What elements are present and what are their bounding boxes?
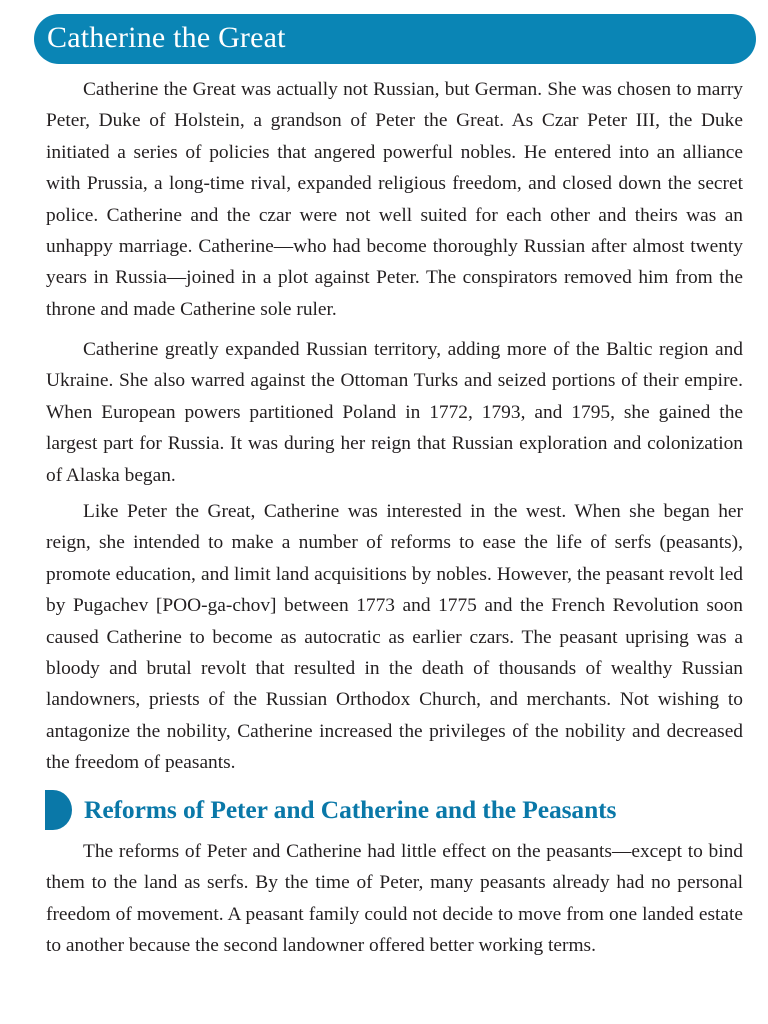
section-body (46, 836, 743, 962)
article-body-part-3 (46, 496, 743, 779)
title-banner (34, 14, 756, 64)
paragraph: The reforms of Peter and Catherine had little effect on the peasants—except to bind them to the land as serfs. By the time of Peter, many peasants already had no personal freedom of movement. A peasant family could not decide to move from one landed estate to another because the second landowner offered better working terms. (46, 841, 743, 957)
article-body-part-1 (46, 74, 743, 325)
article-body-part-2 (46, 334, 743, 491)
half-circle-marker-icon (34, 790, 72, 830)
paragraph: Catherine the Great was actually not Russian, but German. She was chosen to marry Peter, Duke of Holstein, a grandson of Peter the Great. As Czar Peter III, the Duke initiated a series of policies that angered powerful nobles. He entered into an alliance with Prussia, a long-time rival, expanded religious freedom, and closed down the secret police. Catherine and the czar were not well suited for each other and theirs was an unhappy marriage. Catherine—who had become thoroughly Russian after almost twenty years in Russia—joined in a plot against Peter. The conspirators removed him from the throne and made Catherine sole ruler. (46, 79, 743, 320)
paragraph: Catherine greatly expanded Russian territory, adding more of the Baltic region and Ukraine. She also warred against the Ottoman Turks and seized portions of their empire. When European powers partitioned Poland in 1772, 1793, and 1795, she gained the largest part for Russia. It was during her reign that Russian exploration and colonization of Alaska began. (46, 339, 743, 486)
page-title: Catherine the Great (47, 21, 286, 54)
section-heading (34, 790, 616, 830)
paragraph: Like Peter the Great, Catherine was interested in the west. When she began her reign, she intended to make a number of reforms to ease the life of serfs (peasants), promote education, and limit land acquisitions by nobles. However, the peasant revolt led by Pugachev [POO-ga-chov] between 1773 and 1775 and the French Revolution soon caused Catherine to become as autocratic as earlier czars. The peasant uprising was a bloody and brutal revolt that resulted in the death of thousands of wealthy Russian landowners, priests of the Russian Orthodox Church, and merchants. Not wishing to antagonize the nobility, Catherine increased the privileges of the nobility and decreased the freedom of peasants. (46, 501, 743, 774)
section-heading-text: Reforms of Peter and Catherine and the Peasants (84, 795, 617, 825)
